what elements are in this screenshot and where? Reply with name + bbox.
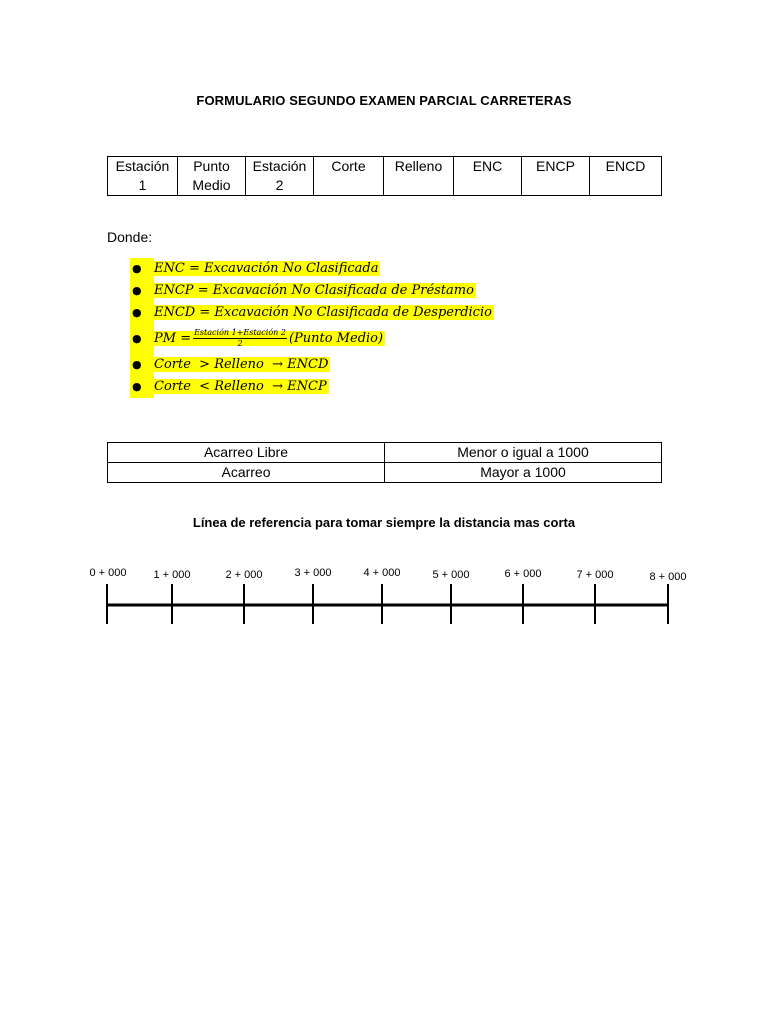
column-enc	[454, 157, 522, 196]
bullet-icon: ●	[130, 354, 154, 376]
formula-list	[130, 258, 494, 398]
formula-corte-lt	[130, 376, 494, 398]
formula-text: Corte > Relleno → ENCD	[154, 357, 329, 372]
reference-line-title: Línea de referencia para tomar siempre la distancia mas corta	[192, 515, 576, 530]
formula-pm-expression	[154, 328, 385, 348]
station-label: 1 + 000	[153, 569, 191, 581]
table-cell: Menor o igual a 1000	[385, 443, 662, 463]
pm-numerator: Estación 1+Estación 2	[194, 328, 286, 337]
cell-line: ENC	[472, 158, 503, 174]
column-estacion-2	[246, 157, 314, 196]
pm-rhs: (Punto Medio)	[288, 331, 384, 346]
cell-line: Corte	[331, 158, 366, 174]
formula-corte-gt	[130, 354, 494, 376]
donde-label: Donde:	[107, 229, 153, 245]
bullet-icon: ●	[130, 324, 154, 354]
formula-text: ENC = Excavación No Clasificada	[154, 261, 379, 276]
formula-encd	[130, 302, 494, 324]
station-label: 4 + 000	[363, 567, 401, 579]
page-title: FORMULARIO SEGUNDO EXAMEN PARCIAL CARRETERAS	[196, 93, 572, 108]
column-punto-medio	[178, 157, 246, 196]
cell-line: ENCP	[536, 158, 575, 174]
bullet-icon: ●	[130, 280, 154, 302]
station-label: 5 + 000	[432, 569, 470, 581]
column-encd	[590, 157, 662, 196]
pm-lhs: PM =	[154, 331, 192, 346]
table-row	[108, 443, 662, 463]
formula-text: ENCP = Excavación No Clasificada de Préstamo	[154, 283, 474, 298]
table-cell: Acarreo Libre	[108, 443, 385, 463]
station-label: 2 + 000	[225, 569, 263, 581]
cell-line: ENCD	[605, 158, 646, 174]
formula-pm	[130, 324, 494, 354]
table-row	[108, 463, 662, 483]
station-label: 7 + 000	[576, 569, 614, 581]
station-label: 0 + 000	[89, 567, 127, 579]
table-cell: Mayor a 1000	[385, 463, 662, 483]
cell-line: Medio	[192, 177, 231, 193]
reference-line-diagram	[0, 560, 768, 640]
haul-table	[107, 442, 662, 483]
formula-encp	[130, 280, 494, 302]
column-relleno	[384, 157, 454, 196]
cell-line: Estación	[252, 158, 307, 174]
cell-line: Estación	[115, 158, 170, 174]
formula-enc	[130, 258, 494, 280]
formula-text: ENCD = Excavación No Clasificada de Desperdicio	[154, 305, 492, 320]
column-corte	[314, 157, 384, 196]
bullet-icon: ●	[130, 302, 154, 324]
pm-denominator: 2	[237, 339, 243, 348]
cell-line: Relleno	[394, 158, 443, 174]
cell-line: Punto	[193, 158, 230, 174]
column-estacion-1	[108, 157, 178, 196]
table-row	[108, 157, 662, 196]
formula-text: Corte < Relleno → ENCP	[154, 379, 327, 394]
cell-line: 1	[138, 177, 147, 193]
bullet-icon: ●	[130, 376, 154, 398]
station-label: 6 + 000	[504, 568, 542, 580]
bullet-icon: ●	[130, 258, 154, 280]
cell-line: 2	[275, 177, 284, 193]
pm-fraction	[193, 328, 287, 349]
stations-table	[107, 156, 662, 196]
column-encp	[522, 157, 590, 196]
table-cell: Acarreo	[108, 463, 385, 483]
station-label: 3 + 000	[294, 567, 332, 579]
station-label: 8 + 000	[649, 571, 687, 583]
